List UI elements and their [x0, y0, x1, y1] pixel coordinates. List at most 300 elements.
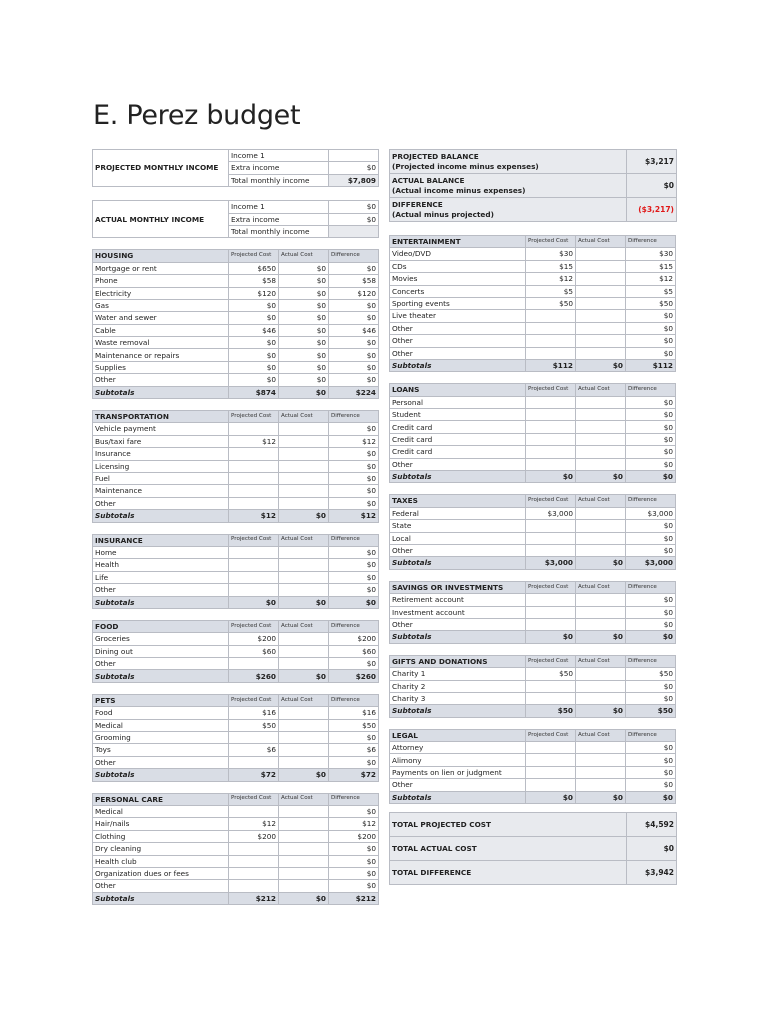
- row-label[interactable]: Insurance: [93, 448, 229, 460]
- actual-cost-cell[interactable]: [576, 458, 626, 470]
- column-header-actual: Actual Cost: [279, 534, 329, 546]
- difference-cell: $0: [329, 584, 379, 596]
- balance-value: ($3,217): [627, 198, 677, 222]
- income-item-label[interactable]: Extra income: [229, 162, 329, 174]
- actual-cost-cell[interactable]: [279, 497, 329, 509]
- row-label[interactable]: Charity 1: [390, 668, 526, 680]
- row-label[interactable]: Movies: [390, 273, 526, 285]
- income-item-value[interactable]: $0: [329, 213, 379, 225]
- row-label[interactable]: Toys: [93, 744, 229, 756]
- actual-cost-cell[interactable]: $0: [279, 299, 329, 311]
- row-label[interactable]: Gas: [93, 299, 229, 311]
- row-label[interactable]: Attorney: [390, 742, 526, 754]
- income-total-value: $7,809: [329, 174, 379, 186]
- table-row: [93, 337, 379, 349]
- projected-cost-cell[interactable]: $0: [229, 299, 279, 311]
- projected-cost-cell[interactable]: $50: [526, 668, 576, 680]
- actual-cost-cell[interactable]: [576, 446, 626, 458]
- column-header-projected: Projected Cost: [526, 236, 576, 248]
- row-label[interactable]: Food: [93, 707, 229, 719]
- row-label[interactable]: Licensing: [93, 460, 229, 472]
- subtotal-actual: $0: [576, 791, 626, 803]
- projected-cost-cell[interactable]: [229, 423, 279, 435]
- table-row: [390, 680, 676, 692]
- projected-cost-cell[interactable]: [526, 766, 576, 778]
- actual-cost-cell[interactable]: [279, 472, 329, 484]
- row-label[interactable]: Video/DVD: [390, 248, 526, 260]
- projected-cost-cell[interactable]: $16: [229, 707, 279, 719]
- projected-cost-cell[interactable]: $0: [229, 312, 279, 324]
- table-row: [390, 347, 676, 359]
- column-header-difference: Difference: [626, 384, 676, 396]
- column-header-projected: Projected Cost: [526, 655, 576, 667]
- row-label[interactable]: Mortgage or rent: [93, 262, 229, 274]
- subtotal-difference: $50: [626, 705, 676, 717]
- section-title: HOUSING: [93, 250, 229, 262]
- actual-cost-cell[interactable]: [576, 680, 626, 692]
- row-label[interactable]: Maintenance: [93, 485, 229, 497]
- income-item-label[interactable]: Income 1: [229, 150, 329, 162]
- table-row: [390, 668, 676, 680]
- row-label[interactable]: Dining out: [93, 645, 229, 657]
- balance-label: [390, 174, 627, 198]
- projected-cost-cell[interactable]: [526, 680, 576, 692]
- page-title: E. Perez budget: [93, 100, 301, 131]
- row-label[interactable]: Other: [390, 779, 526, 791]
- row-label[interactable]: Grooming: [93, 732, 229, 744]
- actual-cost-cell[interactable]: [279, 423, 329, 435]
- section-title: INSURANCE: [93, 534, 229, 546]
- subtotal-actual: $0: [279, 386, 329, 398]
- difference-cell: $0: [329, 448, 379, 460]
- projected-cost-cell[interactable]: $60: [229, 645, 279, 657]
- subtotal-label: Subtotals: [390, 631, 526, 643]
- projected-cost-cell[interactable]: $0: [229, 374, 279, 386]
- row-label[interactable]: Phone: [93, 275, 229, 287]
- projected-cost-cell[interactable]: $15: [526, 260, 576, 272]
- projected-cost-cell[interactable]: $3,000: [526, 507, 576, 519]
- projected-cost-cell[interactable]: [229, 584, 279, 596]
- actual-cost-cell[interactable]: [576, 273, 626, 285]
- actual-cost-cell[interactable]: [279, 485, 329, 497]
- actual-cost-cell[interactable]: [576, 779, 626, 791]
- row-label[interactable]: Sporting events: [390, 297, 526, 309]
- row-label[interactable]: Other: [390, 335, 526, 347]
- projected-cost-cell[interactable]: $46: [229, 324, 279, 336]
- subtotal-row: [93, 892, 379, 904]
- actual-cost-cell[interactable]: [279, 719, 329, 731]
- right-column: [389, 149, 676, 885]
- row-label[interactable]: Student: [390, 409, 526, 421]
- actual-cost-cell[interactable]: [576, 322, 626, 334]
- row-label[interactable]: Supplies: [93, 361, 229, 373]
- actual-cost-cell[interactable]: [576, 692, 626, 704]
- projected-cost-cell[interactable]: [526, 520, 576, 532]
- subtotal-label: Subtotals: [93, 596, 229, 608]
- projected-cost-cell[interactable]: [526, 742, 576, 754]
- projected-cost-cell[interactable]: [526, 335, 576, 347]
- section-header-row: [390, 236, 676, 248]
- projected-cost-cell[interactable]: $200: [229, 830, 279, 842]
- projected-cost-cell[interactable]: [229, 546, 279, 558]
- row-label[interactable]: Life: [93, 571, 229, 583]
- table-row: [390, 273, 676, 285]
- difference-cell: $0: [626, 532, 676, 544]
- projected-cost-cell[interactable]: [526, 433, 576, 445]
- row-label[interactable]: Other: [390, 618, 526, 630]
- row-label[interactable]: Other: [390, 347, 526, 359]
- difference-cell: $0: [626, 458, 676, 470]
- row-label[interactable]: Bus/taxi fare: [93, 435, 229, 447]
- projected-cost-cell[interactable]: [229, 855, 279, 867]
- subtotal-row: [93, 596, 379, 608]
- column-header-actual: Actual Cost: [576, 729, 626, 741]
- actual-cost-cell[interactable]: [576, 532, 626, 544]
- actual-cost-cell[interactable]: [279, 707, 329, 719]
- table-row: [93, 867, 379, 879]
- row-label[interactable]: Alimony: [390, 754, 526, 766]
- row-label[interactable]: Hair/nails: [93, 818, 229, 830]
- actual-cost-cell[interactable]: [279, 448, 329, 460]
- projected-cost-cell[interactable]: $12: [229, 818, 279, 830]
- row-label[interactable]: Health: [93, 559, 229, 571]
- actual-income-table: [92, 200, 379, 238]
- section-title: TAXES: [390, 495, 526, 507]
- income-total-label: Total monthly income: [229, 174, 329, 186]
- actual-cost-cell[interactable]: [279, 559, 329, 571]
- table-row: [390, 335, 676, 347]
- projected-cost-cell[interactable]: $12: [526, 273, 576, 285]
- projected-cost-cell[interactable]: [526, 532, 576, 544]
- projected-cost-cell[interactable]: [229, 658, 279, 670]
- section-header-row: [93, 694, 379, 706]
- actual-cost-cell[interactable]: [576, 409, 626, 421]
- income-item-value[interactable]: $0: [329, 201, 379, 213]
- projected-cost-cell[interactable]: [229, 472, 279, 484]
- table-row: [93, 448, 379, 460]
- row-label[interactable]: Other: [93, 880, 229, 892]
- row-label[interactable]: Electricity: [93, 287, 229, 299]
- actual-cost-cell[interactable]: [576, 507, 626, 519]
- row-label[interactable]: Cable: [93, 324, 229, 336]
- table-row: [390, 421, 676, 433]
- projected-cost-cell[interactable]: [526, 692, 576, 704]
- row-label[interactable]: Charity 3: [390, 692, 526, 704]
- subtotal-projected: $12: [229, 510, 279, 522]
- projected-cost-cell[interactable]: $200: [229, 633, 279, 645]
- subtotal-projected: $0: [229, 596, 279, 608]
- projected-cost-cell[interactable]: [229, 756, 279, 768]
- balance-table: [389, 149, 677, 222]
- column-header-projected: Projected Cost: [526, 495, 576, 507]
- row-label[interactable]: Live theater: [390, 310, 526, 322]
- column-header-projected: Projected Cost: [229, 250, 279, 262]
- actual-cost-cell[interactable]: [576, 335, 626, 347]
- actual-cost-cell[interactable]: [576, 766, 626, 778]
- actual-cost-cell[interactable]: $0: [279, 275, 329, 287]
- row-label[interactable]: Other: [93, 497, 229, 509]
- row-label[interactable]: Medical: [93, 805, 229, 817]
- difference-cell: $0: [329, 559, 379, 571]
- actual-cost-cell[interactable]: [576, 297, 626, 309]
- projected-cost-cell[interactable]: [526, 347, 576, 359]
- actual-cost-cell[interactable]: $0: [279, 262, 329, 274]
- difference-cell: $3,000: [626, 507, 676, 519]
- table-row: [93, 299, 379, 311]
- subtotal-difference: $12: [329, 510, 379, 522]
- row-label[interactable]: Waste removal: [93, 337, 229, 349]
- projected-cost-cell[interactable]: [526, 544, 576, 556]
- actual-cost-cell[interactable]: [279, 756, 329, 768]
- projected-cost-cell[interactable]: $0: [229, 349, 279, 361]
- actual-cost-cell[interactable]: [576, 520, 626, 532]
- actual-cost-cell[interactable]: $0: [279, 361, 329, 373]
- projected-cost-cell[interactable]: [229, 448, 279, 460]
- projected-cost-cell[interactable]: [526, 446, 576, 458]
- subtotal-actual: $0: [279, 510, 329, 522]
- projected-cost-cell[interactable]: [229, 571, 279, 583]
- projected-cost-cell[interactable]: [526, 409, 576, 421]
- projected-cost-cell[interactable]: $650: [229, 262, 279, 274]
- table-row: [390, 606, 676, 618]
- projected-cost-cell[interactable]: $120: [229, 287, 279, 299]
- actual-cost-cell[interactable]: [279, 818, 329, 830]
- subtotal-projected: $3,000: [526, 557, 576, 569]
- actual-cost-cell[interactable]: [279, 744, 329, 756]
- row-label[interactable]: Charity 2: [390, 680, 526, 692]
- difference-cell: $0: [626, 544, 676, 556]
- projected-cost-cell[interactable]: [526, 421, 576, 433]
- actual-cost-cell[interactable]: $0: [279, 374, 329, 386]
- actual-cost-cell[interactable]: [279, 546, 329, 558]
- actual-cost-cell[interactable]: [279, 843, 329, 855]
- actual-cost-cell[interactable]: $0: [279, 287, 329, 299]
- difference-cell: $0: [329, 497, 379, 509]
- row-label[interactable]: Credit card: [390, 421, 526, 433]
- table-row: [390, 260, 676, 272]
- actual-cost-cell[interactable]: [279, 460, 329, 472]
- row-label[interactable]: Other: [93, 584, 229, 596]
- row-label[interactable]: Other: [390, 458, 526, 470]
- projected-cost-cell[interactable]: [526, 754, 576, 766]
- projected-cost-cell[interactable]: $58: [229, 275, 279, 287]
- subtotal-row: [390, 359, 676, 371]
- projected-cost-cell[interactable]: $50: [526, 297, 576, 309]
- subtotal-row: [390, 631, 676, 643]
- actual-cost-cell[interactable]: [279, 645, 329, 657]
- projected-cost-cell[interactable]: [229, 485, 279, 497]
- column-header-projected: Projected Cost: [229, 694, 279, 706]
- table-row: [93, 485, 379, 497]
- projected-cost-cell[interactable]: $0: [229, 361, 279, 373]
- actual-cost-cell[interactable]: [576, 618, 626, 630]
- projected-cost-cell[interactable]: [526, 322, 576, 334]
- projected-cost-cell[interactable]: $50: [229, 719, 279, 731]
- difference-cell: $0: [626, 742, 676, 754]
- table-row: [93, 349, 379, 361]
- row-label[interactable]: Federal: [390, 507, 526, 519]
- subtotal-difference: $3,000: [626, 557, 676, 569]
- actual-cost-cell[interactable]: $0: [279, 324, 329, 336]
- difference-cell: $0: [626, 322, 676, 334]
- table-row: [93, 361, 379, 373]
- actual-cost-cell[interactable]: [576, 260, 626, 272]
- projected-cost-cell[interactable]: [229, 867, 279, 879]
- income-item-label[interactable]: Extra income: [229, 213, 329, 225]
- difference-cell: $0: [329, 756, 379, 768]
- difference-cell: $16: [329, 707, 379, 719]
- row-label[interactable]: Other: [93, 374, 229, 386]
- projected-cost-cell[interactable]: [229, 880, 279, 892]
- actual-cost-cell[interactable]: [279, 855, 329, 867]
- column-header-actual: Actual Cost: [576, 384, 626, 396]
- table-row: [390, 310, 676, 322]
- projected-cost-cell[interactable]: [229, 805, 279, 817]
- row-label[interactable]: Fuel: [93, 472, 229, 484]
- projected-cost-cell[interactable]: $12: [229, 435, 279, 447]
- difference-cell: $0: [626, 310, 676, 322]
- actual-cost-cell[interactable]: [279, 867, 329, 879]
- table-row: [390, 433, 676, 445]
- difference-cell: $0: [329, 855, 379, 867]
- section-title: LEGAL: [390, 729, 526, 741]
- difference-cell: $0: [626, 618, 676, 630]
- section-header-row: [93, 793, 379, 805]
- actual-cost-cell[interactable]: [576, 742, 626, 754]
- balance-subtitle: (Actual minus projected): [392, 209, 494, 219]
- projected-cost-cell[interactable]: [229, 497, 279, 509]
- actual-cost-cell[interactable]: [576, 594, 626, 606]
- projected-cost-cell[interactable]: [229, 843, 279, 855]
- row-label[interactable]: CDs: [390, 260, 526, 272]
- row-label[interactable]: Other: [93, 756, 229, 768]
- actual-cost-cell[interactable]: [279, 805, 329, 817]
- column-header-difference: Difference: [329, 620, 379, 632]
- income-total-label: Total monthly income: [229, 225, 329, 237]
- actual-cost-cell[interactable]: [279, 633, 329, 645]
- balance-value: $3,217: [627, 150, 677, 174]
- difference-cell: $0: [626, 520, 676, 532]
- row-label[interactable]: Credit card: [390, 433, 526, 445]
- actual-cost-cell[interactable]: [279, 584, 329, 596]
- row-label[interactable]: State: [390, 520, 526, 532]
- income-item-value[interactable]: $0: [329, 162, 379, 174]
- table-row: [390, 409, 676, 421]
- projected-cost-cell[interactable]: [526, 594, 576, 606]
- row-label[interactable]: Organization dues or fees: [93, 867, 229, 879]
- projected-cost-cell[interactable]: $5: [526, 285, 576, 297]
- projected-cost-cell[interactable]: [526, 458, 576, 470]
- projected-cost-cell[interactable]: [526, 618, 576, 630]
- column-header-actual: Actual Cost: [576, 655, 626, 667]
- actual-cost-cell[interactable]: [576, 285, 626, 297]
- row-label[interactable]: Concerts: [390, 285, 526, 297]
- actual-cost-cell[interactable]: [576, 347, 626, 359]
- row-label[interactable]: Maintenance or repairs: [93, 349, 229, 361]
- row-label[interactable]: Clothing: [93, 830, 229, 842]
- total-label: TOTAL PROJECTED COST: [390, 813, 627, 837]
- projected-cost-cell[interactable]: [526, 606, 576, 618]
- actual-cost-cell[interactable]: [576, 248, 626, 260]
- row-label[interactable]: Other: [390, 544, 526, 556]
- actual-cost-cell[interactable]: $0: [279, 349, 329, 361]
- projected-cost-cell[interactable]: [526, 779, 576, 791]
- row-label[interactable]: Vehicle payment: [93, 423, 229, 435]
- difference-cell: $0: [626, 692, 676, 704]
- actual-cost-cell[interactable]: [576, 433, 626, 445]
- row-label[interactable]: Retirement account: [390, 594, 526, 606]
- actual-cost-cell[interactable]: [576, 606, 626, 618]
- actual-cost-cell[interactable]: [576, 421, 626, 433]
- actual-cost-cell[interactable]: [576, 754, 626, 766]
- row-label[interactable]: Other: [390, 322, 526, 334]
- actual-cost-cell[interactable]: $0: [279, 337, 329, 349]
- projected-cost-cell[interactable]: [229, 732, 279, 744]
- projected-cost-cell[interactable]: [526, 310, 576, 322]
- subtotal-projected: $72: [229, 769, 279, 781]
- row-label[interactable]: Dry cleaning: [93, 843, 229, 855]
- actual-cost-cell[interactable]: [279, 732, 329, 744]
- actual-cost-cell[interactable]: $0: [279, 312, 329, 324]
- actual-cost-cell[interactable]: [279, 830, 329, 842]
- difference-cell: $5: [626, 285, 676, 297]
- income-item-value[interactable]: [329, 150, 379, 162]
- projected-cost-cell[interactable]: $30: [526, 248, 576, 260]
- actual-cost-cell[interactable]: [279, 880, 329, 892]
- subtotal-label: Subtotals: [390, 705, 526, 717]
- income-total-value: [329, 225, 379, 237]
- row-label[interactable]: Medical: [93, 719, 229, 731]
- projected-cost-cell[interactable]: [229, 559, 279, 571]
- row-label[interactable]: Personal: [390, 396, 526, 408]
- income-item-label[interactable]: Income 1: [229, 201, 329, 213]
- row-label[interactable]: Other: [93, 658, 229, 670]
- row-label[interactable]: Local: [390, 532, 526, 544]
- actual-cost-cell[interactable]: [576, 396, 626, 408]
- actual-cost-cell[interactable]: [576, 310, 626, 322]
- projected-cost-cell[interactable]: [526, 396, 576, 408]
- actual-cost-cell[interactable]: [279, 658, 329, 670]
- subtotal-row: [390, 791, 676, 803]
- table-row: [390, 396, 676, 408]
- projected-income-table: [92, 149, 379, 187]
- actual-cost-cell[interactable]: [279, 571, 329, 583]
- difference-cell: $0: [329, 485, 379, 497]
- row-label[interactable]: Home: [93, 546, 229, 558]
- section-header-row: [93, 534, 379, 546]
- row-label[interactable]: Payments on lien or judgment: [390, 766, 526, 778]
- actual-cost-cell[interactable]: [279, 435, 329, 447]
- difference-cell: $0: [626, 680, 676, 692]
- row-label[interactable]: Groceries: [93, 633, 229, 645]
- row-label[interactable]: Water and sewer: [93, 312, 229, 324]
- subtotal-label: Subtotals: [93, 386, 229, 398]
- projected-cost-cell[interactable]: $6: [229, 744, 279, 756]
- table-row: [93, 584, 379, 596]
- section-title: FOOD: [93, 620, 229, 632]
- subtotal-projected: $0: [526, 471, 576, 483]
- row-label[interactable]: Health club: [93, 855, 229, 867]
- left-expense-sections: [92, 249, 378, 905]
- projected-cost-cell[interactable]: $0: [229, 337, 279, 349]
- actual-cost-cell[interactable]: [576, 668, 626, 680]
- table-row: [93, 732, 379, 744]
- row-label[interactable]: Credit card: [390, 446, 526, 458]
- row-label[interactable]: Investment account: [390, 606, 526, 618]
- actual-cost-cell[interactable]: [576, 544, 626, 556]
- projected-cost-cell[interactable]: [229, 460, 279, 472]
- balance-subtitle: (Actual income minus expenses): [392, 185, 526, 195]
